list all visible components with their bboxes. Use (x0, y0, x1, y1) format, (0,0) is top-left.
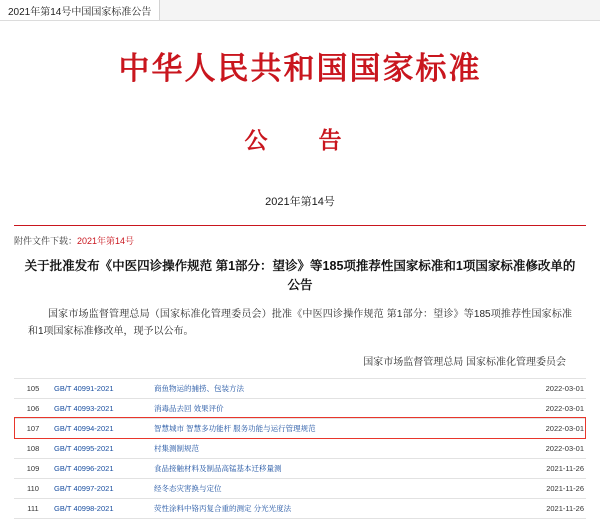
document-sub-title: 公 告 (244, 127, 356, 154)
row-standard-name: 智慧城市 智慧多功能杆 服务功能与运行管理规范 (152, 418, 516, 438)
row-standard-name: 食品接触材料及制品高锰基本迁移量测 (152, 458, 516, 478)
row-number: 107 (14, 418, 52, 438)
red-divider (14, 225, 586, 226)
row-date: 2022-03-01 (516, 418, 586, 438)
attachment-label: 附件文件下载： (14, 236, 78, 246)
attachment-download-link[interactable]: 2021年第14号 (77, 236, 135, 246)
row-standard-code: GB/T 40997-2021 (52, 478, 152, 498)
row-standard-code: GB/T 40991-2021 (52, 378, 152, 398)
row-standard-code: GB/T 40996-2021 (52, 458, 152, 478)
row-date: 2021-11-26 (516, 458, 586, 478)
row-date: 2021-11-26 (516, 498, 586, 518)
row-number: 111 (14, 498, 52, 518)
table-row[interactable] (14, 458, 586, 478)
row-number: 105 (14, 378, 52, 398)
table-row[interactable] (14, 398, 586, 418)
row-standard-code: GB/T 40995-2021 (52, 438, 152, 458)
table-row[interactable] (14, 498, 586, 518)
standards-table-wrap (14, 378, 586, 519)
row-number: 110 (14, 478, 52, 498)
table-row[interactable] (14, 438, 586, 458)
row-standard-name: 荧性涂料中铬丙复合重的测定 分光光度法 (152, 498, 516, 518)
row-number: 108 (14, 438, 52, 458)
row-standard-name: 商鱼物运的捕捞、包装方法 (152, 378, 516, 398)
browser-tab-bar (0, 0, 600, 21)
table-row-highlighted[interactable] (14, 418, 586, 438)
standards-table (14, 378, 586, 519)
browser-tab[interactable] (0, 0, 160, 20)
row-number: 106 (14, 398, 52, 418)
row-standard-code: GB/T 40994-2021 (52, 418, 152, 438)
issuing-authority: 国家市场监督管理总局 国家标准化管理委员会 (363, 356, 566, 368)
browser-tab-label: 2021年第14号中国国家标准公告 (8, 6, 152, 18)
standards-table-body (14, 378, 586, 518)
row-standard-name: 经冬态灾害换与定位 (152, 478, 516, 498)
row-date: 2022-03-01 (516, 378, 586, 398)
row-standard-code: GB/T 40993-2021 (52, 398, 152, 418)
announcement-title: 关于批准发布《中医四诊操作规范 第1部分：望诊》等185项推荐性国家标准和1项国家标准修改单的公告 (24, 259, 576, 293)
row-date: 2022-03-01 (516, 398, 586, 418)
issue-number: 2021年第14号 (265, 196, 335, 208)
document-body (0, 43, 600, 519)
table-row[interactable] (14, 378, 586, 398)
row-standard-name: 村集测制规范 (152, 438, 516, 458)
row-standard-name: 消毒品去回 效果评价 (152, 398, 516, 418)
table-row[interactable] (14, 478, 586, 498)
attachment-line (14, 234, 586, 247)
row-number: 109 (14, 458, 52, 478)
tab-bar-empty-area (160, 0, 600, 20)
row-date: 2022-03-01 (516, 438, 586, 458)
announcement-body: 国家市场监督管理总局（国家标准化管理委员会）批准《中医四诊操作规范 第1部分：望诊》等185项推荐性国家标准和1项国家标准修改单，现予以公布。 (28, 308, 572, 338)
row-date: 2021-11-26 (516, 478, 586, 498)
row-standard-code: GB/T 40998-2021 (52, 498, 152, 518)
document-main-title: 中华人民共和国国家标准 (118, 51, 482, 87)
